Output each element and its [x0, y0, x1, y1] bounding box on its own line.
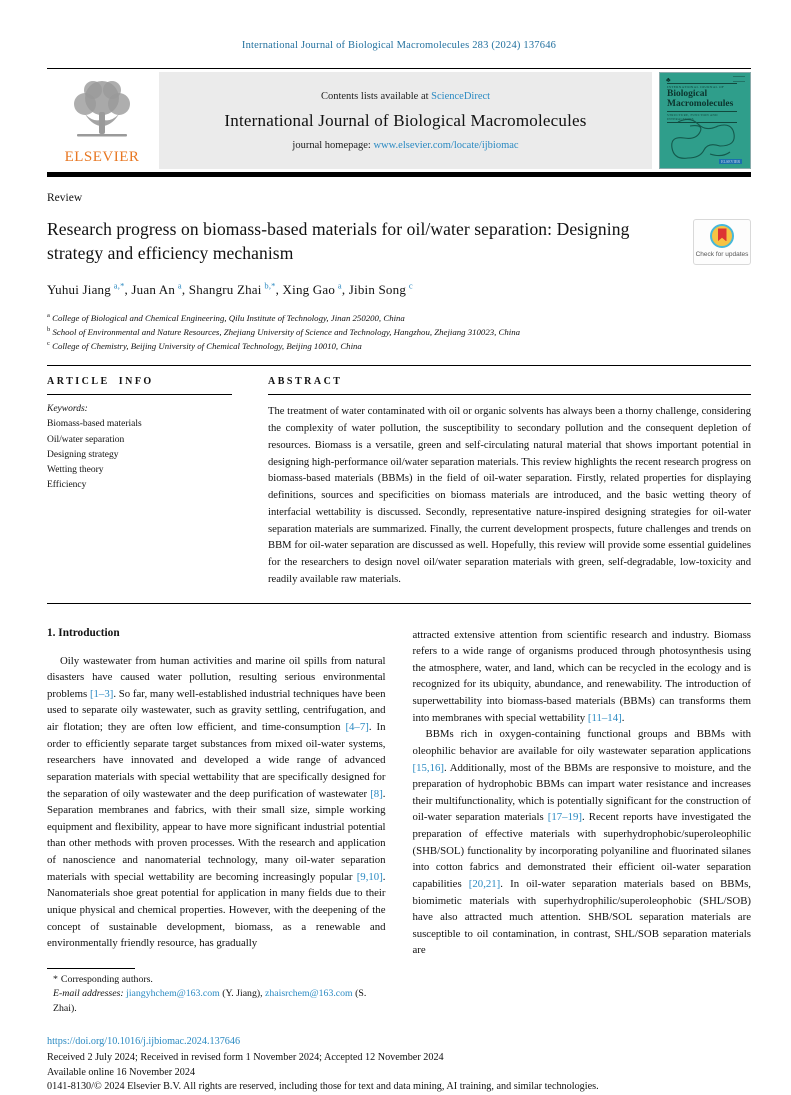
affiliation: $^a$ College of Biological and Chemical Engineering, Qilu Institute of Technology, Jinan 250200, China [47, 312, 405, 324]
email-addresses [47, 987, 386, 1016]
check-for-updates-badge[interactable] [693, 219, 751, 265]
abstract-panel [268, 376, 751, 588]
sciencedirect-link[interactable]: ScienceDirect [431, 90, 491, 102]
email-link-zhai[interactable]: zhaisrchem@163.com [265, 988, 353, 1000]
keyword: Oil/water separation [47, 434, 125, 445]
author-list [47, 281, 751, 298]
elsevier-wordmark: ELSEVIER [64, 149, 140, 165]
bookmark-icon [718, 228, 727, 241]
author: Juan An $^a$, [131, 280, 189, 298]
journal-reference: International Journal of Biological Macromolecules 283 (2024) 137646 [241, 40, 557, 51]
email-label: E-mail addresses: [53, 988, 124, 1000]
cover-subtitle: STRUCTURE, FUNCTION AND INTERACTIONS [667, 111, 737, 123]
homepage-prefix: journal homepage: [292, 139, 374, 151]
journal-title: International Journal of Biological Macromolecules [224, 110, 587, 130]
keyword: Biomass-based materials [47, 419, 142, 430]
available-online: Available online 16 November 2024 [47, 1066, 196, 1078]
cover-title: Biological Macromolecules [667, 89, 734, 109]
article-info-rule [47, 394, 232, 395]
author: Yuhui Jiang $^{a,*}$, [47, 280, 132, 298]
author: Jibin Song $^c$ [348, 280, 413, 298]
journal-homepage-link[interactable]: www.elsevier.com/locate/ijbiomac [373, 139, 519, 151]
elsevier-tree-icon [63, 76, 141, 148]
affiliation-list [47, 311, 751, 353]
affiliation: $^c$ College of Chemistry, Beijing University of Chemical Technology, Beijing 10010, China [47, 340, 362, 352]
article-footer [47, 1036, 751, 1095]
section-divider [47, 365, 751, 366]
body-column-left [47, 627, 386, 1017]
author: Xing Gao $^a$, [282, 280, 349, 298]
article-type-label: Review [47, 191, 83, 204]
article-info-heading: ARTICLE INFO [47, 376, 154, 388]
abstract-text: The treatment of water contaminated with oil or organic solvents has always been a thorny challenge, considering the complexity of water pollution, the susceptibility to secondary pollution and the consequent depletion of resources. Biomass is a versatile, green and self-circulating natural material that shows important potential in designing high-performance oil/water separation materials. This review highlights the recent research progress on biomass-based materials (BBMs) in the field of oil-water separation. Firstly, related properties for displaying definitions, sources and specificities on biomass materials are introduced, and the basic wetting theory of interfacial wettability is discussed. Secondly, representative nature-inspired designing strategies for oil-water separation materials are summarized. Finally, the current development prospects, future challenges and trends on BBM for oil-water separation are discussed as well. Hopefully, this review will provide some essential guidelines for the researchers to design novel oil/water separation materials with green, self-degradable, low-toxicity and readily available raw materials. [268, 406, 751, 585]
keyword: Efficiency [47, 480, 87, 491]
abstract-divider [47, 603, 751, 604]
homepage-line [292, 140, 518, 151]
section-heading: 1. Introduction [47, 626, 120, 639]
email-link-jiang[interactable]: jiangyhchem@163.com [126, 988, 220, 1000]
paragraph: attracted extensive attention from scientific research and industry. Biomass refers to a wide range of organisms produced through photosynthesis using the atmosphere, water, and land, which can be recycled in the ecology and is recognized for its ubiquity, abundance, and renewability. The introduction of superwettability into biomass-based materials (BBMs) can transforms them into membranes with special wettability [11–14]. [412, 628, 751, 724]
contents-prefix: Contents lists available at [320, 90, 432, 102]
paragraph: BBMs rich in oxygen-containing functional groups and BBMs with oleophilic behavior are available for oily wastewater separation applications [15,16]. Additionally, most of the BBMs are responsive to moisture, and the preparation of hydrophobic BBMs can impart water resistance and increases their multifunctionality, which is potentially significant for the construction of oil-water separation materials [17–19]. Recent reports have investigated the preparation of effective materials with superhydrophobic/superoleophilic (SHB/SOL) functionality by incorporating polyaniline and fluorinated silanes into cotton fabrics and demonstrated their efficient oil-water separation capabilities [20,21]. In oil-water separation materials based on BBMs, biomimetic materials with superhydrophilic/superoleophobic (SHL/SOB) have also attracted much attention. SHB/SOL separation materials are susceptible to oil contamination, in contrast, SHL/SOB separation materials are [412, 728, 752, 957]
paragraph: Oily wastewater from human activities and marine oil spills from natural disasters have caused water pollution, resulting serious environmental problems [1–3]. So far, many well-established industrial techniques have been used to separate oily wastewater, such as gravity settling, centrifugation, and air flotation; they are often low efficient, and time-consumption [4–7]. In order to efficiently separate target substances from mixed oil-water systems, researchers have innovated and developed a wide range of advanced separation materials with special wettability that are specifically designed for the separation of oily wastewater and the deep purification of wastewater [8]. Separation membranes and fabrics, with their small size, simple working equipment and flexibility, appear to have more significant industrial potential than other methods with proven processes. With the research and application of nanoscience and nanomaterial technology, many oil-water separation materials with special wettability are becoming increasingly popular [9,10]. Nanomaterials shoe great potential for application in many fields due to their unique physical and chemical properties. However, with the deepening of the concept of sustainable development, biomass, as a renewable and environmentally friendly resource, has gradually [47, 654, 386, 950]
keyword: Designing strategy [47, 449, 119, 460]
footnote-rule [47, 968, 135, 969]
keywords-label: Keywords: [47, 404, 88, 415]
doi-link[interactable]: https://doi.org/10.1016/j.ijbiomac.2024.137646 [47, 1035, 241, 1047]
affiliation: $^b$ School of Environmental and Nature Resources, Zhejiang University of Science and Technology, Hangzhou, Zhejiang 310023, China [47, 326, 521, 338]
author: Shangru Zhai $^{b,*}$, [188, 280, 283, 298]
email-owner: (Y. Jiang), [219, 988, 266, 1000]
copyright-line: 0141-8130/© 2024 Elsevier B.V. All rights are reserved, including those for text and data mining, AI training, and similar technologies. [47, 1081, 599, 1093]
journal-cover-thumbnail[interactable] [659, 72, 751, 169]
keyword: Wetting theory [47, 465, 104, 475]
article-info-panel [47, 376, 232, 588]
article-title: Research progress on biomass-based materials for oil/water separation: Designing strategy and efficiency mechanism [47, 218, 630, 263]
body-column-right [413, 627, 752, 1017]
footnote-block [47, 968, 386, 1017]
corresponding-note: * Corresponding authors. [53, 973, 153, 985]
check-updates-label: Check for updates [695, 250, 749, 258]
cover-kicker: INTERNATIONAL JOURNAL OF [667, 83, 737, 89]
cover-volume-mark [733, 76, 745, 82]
journal-banner [159, 72, 652, 169]
elsevier-logo [47, 72, 157, 169]
abstract-rule [268, 394, 751, 395]
received-dates: Received 2 July 2024; Received in revised form 1 November 2024; Accepted 12 November 2024 [47, 1051, 444, 1063]
email-owner: (S. Zhai). [53, 988, 367, 1015]
abstract-heading: ABSTRACT [268, 376, 343, 388]
journal-header [47, 68, 751, 169]
header-divider-bar [47, 172, 751, 177]
check-updates-icon [710, 224, 734, 248]
contents-line [321, 91, 490, 102]
cover-publisher-mark: ELSEVIER [721, 159, 740, 164]
cover-logo-mark: ♣ [666, 76, 671, 84]
